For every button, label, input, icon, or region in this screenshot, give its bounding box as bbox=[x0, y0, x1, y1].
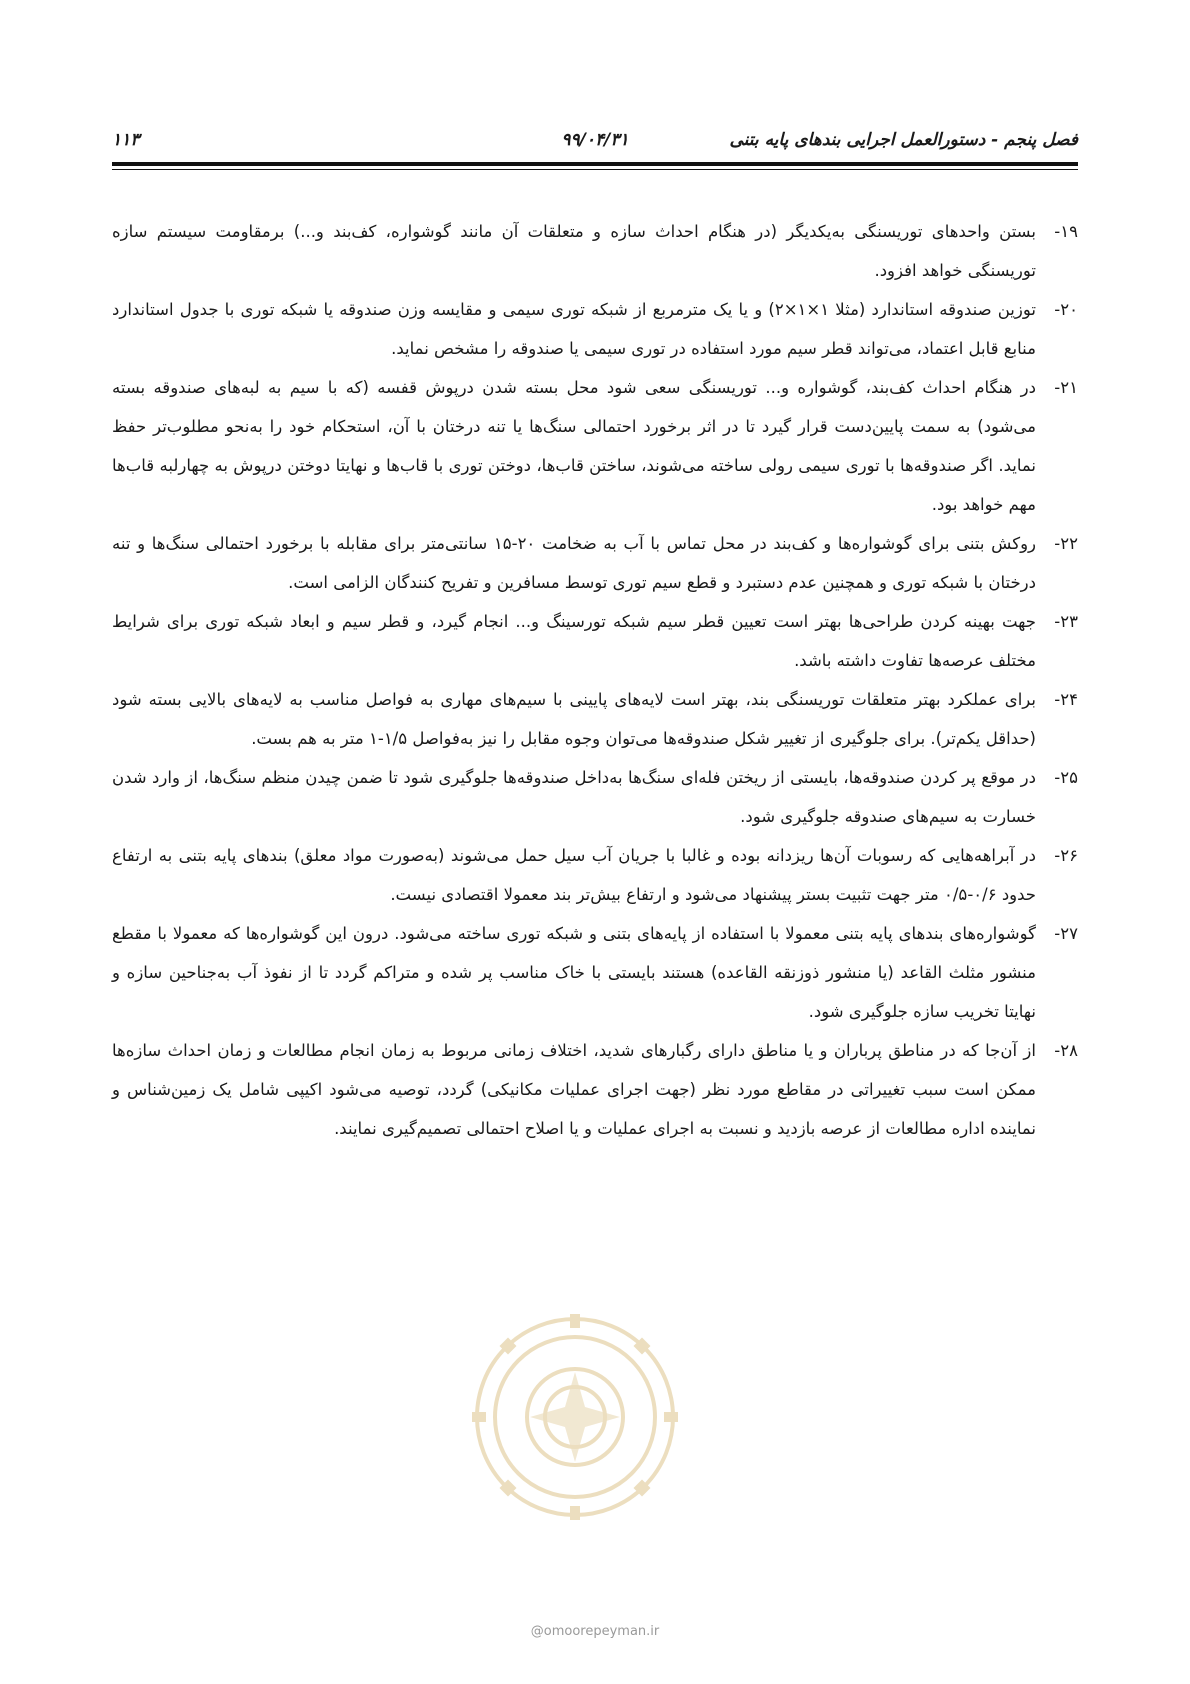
item-number: ۲۰- bbox=[1054, 300, 1078, 319]
header-rule-thin bbox=[112, 169, 1078, 170]
item-number: ۲۶- bbox=[1054, 846, 1078, 865]
list-item bbox=[112, 368, 1078, 524]
list-item bbox=[112, 1031, 1078, 1148]
list-item bbox=[112, 758, 1078, 836]
list-item bbox=[112, 290, 1078, 368]
list-item bbox=[112, 212, 1078, 290]
item-text: در موقع پر کردن صندوقه‌ها، بایستی از ریختن فله‌ای سنگ‌ها به‌داخل صندوقه‌ها جلوگیری شود تا ضمن چیدن منظم سنگ‌ها، از وارد شدن خسارت به سیم‌های صندوقه جلوگیری شود. bbox=[112, 768, 1036, 826]
chapter-title: فصل پنجم - دستورالعمل اجرایی بندهای پایه بتنی bbox=[729, 130, 1078, 150]
page-header bbox=[112, 122, 1078, 158]
watermark-seal-icon bbox=[470, 1312, 680, 1522]
item-text: گوشواره‌های بندهای پایه بتنی معمولا با استفاده از پایه‌های بتنی و شبکه توری ساخته می‌شود. درون این گوشواره‌ها که معمولا با مقطع منشور مثلث القاعد (یا منشور ذوزنقه القاعده) هستند بایستی با خاک مناسب پر شده و متراکم گردد تا از نفوذ آب به‌جناحین سازه و نهایتا تخریب سازه جلوگیری شود. bbox=[112, 924, 1036, 1021]
item-text: در هنگام احداث کف‌بند، گوشواره و... توریسنگی سعی شود محل بسته شدن درپوش قفسه (که با سیم به لبه‌های صندوقه بسته می‌شود) به سمت پایین‌دست قرار گیرد تا در اثر برخورد احتمالی سنگ‌ها یا تنه درختان با آن، استحکام خود را به‌نحو مطلوب‌تر حفظ نماید. اگر صندوقه‌ها با توری سیمی رولی ساخته می‌شوند، ساختن قاب‌ها، دوختن توری با قاب‌ها و نهایتا دوختن درپوش به چهارلبه قاب‌ها مهم خواهد بود. bbox=[112, 378, 1036, 514]
item-text: بستن واحدهای توریسنگی به‌یکدیگر (در هنگام احداث سازه و متعلقات آن مانند گوشواره، کف‌بند و...) برمقاومت سیستم سازه توریسنگی خواهد افزود. bbox=[112, 222, 1036, 280]
list-item bbox=[112, 836, 1078, 914]
header-date: ۹۹/۰۴/۳۱ bbox=[561, 130, 629, 150]
item-number: ۲۴- bbox=[1054, 690, 1078, 709]
item-number: ۲۲- bbox=[1054, 534, 1078, 553]
item-text: در آبراهه‌هایی که رسوبات آن‌ها ریزدانه بوده و غالبا با جریان آب سیل حمل می‌شوند (به‌صورت مواد معلق) بندهای پایه بتنی به ارتفاع حدود ۰/۶-۰/۵ متر جهت تثبیت بستر پیشنهاد می‌شود و ارتفاع بیش‌تر بند معمولا اقتصادی نیست. bbox=[112, 846, 1036, 904]
list-item bbox=[112, 680, 1078, 758]
list-item bbox=[112, 524, 1078, 602]
body-content bbox=[112, 212, 1078, 1148]
item-text: برای عملکرد بهتر متعلقات توریسنگی بند، بهتر است لایه‌های پایینی با سیم‌های مهاری به فواصل مناسب به لایه‌های بالایی بسته شود (حداقل یکم‌تر). برای جلوگیری از تغییر شکل صندوقه‌ها می‌توان وجوه مقابل را نیز به‌فواصل ۱/۵-۱ متر به هم بست. bbox=[112, 690, 1036, 748]
item-number: ۲۵- bbox=[1054, 768, 1078, 787]
list-item bbox=[112, 602, 1078, 680]
item-number: ۱۹- bbox=[1054, 222, 1078, 241]
item-text: روکش بتنی برای گوشواره‌ها و کف‌بند در محل تماس با آب به ضخامت ۲۰-۱۵ سانتی‌متر برای مقابله با برخورد احتمالی سنگ‌ها و تنه درختان با شبکه توری و همچنین عدم دستبرد و قطع سیم توری توسط مسافرین و تفریح کنندگان الزامی است. bbox=[112, 534, 1036, 592]
item-number: ۲۳- bbox=[1054, 612, 1078, 631]
item-text: توزین صندوقه استاندارد (مثلا ۱×۱×۲) و یا یک مترمربع از شبکه توری سیمی و مقایسه وزن صندوقه یا شبکه توری با جدول استاندارد منابع قابل اعتماد، می‌تواند قطر سیم مورد استفاده در توری سیمی یا صندوقه را مشخص نماید. bbox=[112, 300, 1036, 358]
item-number: ۲۸- bbox=[1054, 1041, 1078, 1060]
list-item bbox=[112, 914, 1078, 1031]
header-rule-thick bbox=[112, 162, 1078, 166]
page-number: ۱۱۳ bbox=[112, 130, 140, 150]
item-number: ۲۷- bbox=[1054, 924, 1078, 943]
item-text: جهت بهینه کردن طراحی‌ها بهتر است تعیین قطر سیم شبکه تورسینگ و... انجام گیرد، و قطر سیم و ابعاد شبکه توری برای شرایط مختلف عرصه‌ها تفاوت داشته باشد. bbox=[112, 612, 1036, 670]
item-number: ۲۱- bbox=[1054, 378, 1078, 397]
footer-url: @omoorepeyman.ir bbox=[530, 1624, 660, 1639]
item-text: از آن‌جا که در مناطق پرباران و یا مناطق دارای رگبارهای شدید، اختلاف زمانی مربوط به زمان انجام مطالعات و زمان احداث سازه‌ها ممکن است سبب تغییراتی در مقاطع مورد نظر (جهت اجرای عملیات مکانیکی) گردد، توصیه می‌شود اکیپی شامل یک زمین‌شناس و نماینده اداره مطالعات از عرصه بازدید و نسبت به اجرای عملیات و یا اصلاح احتمالی تصمیم‌گیری نمایند. bbox=[112, 1041, 1036, 1138]
